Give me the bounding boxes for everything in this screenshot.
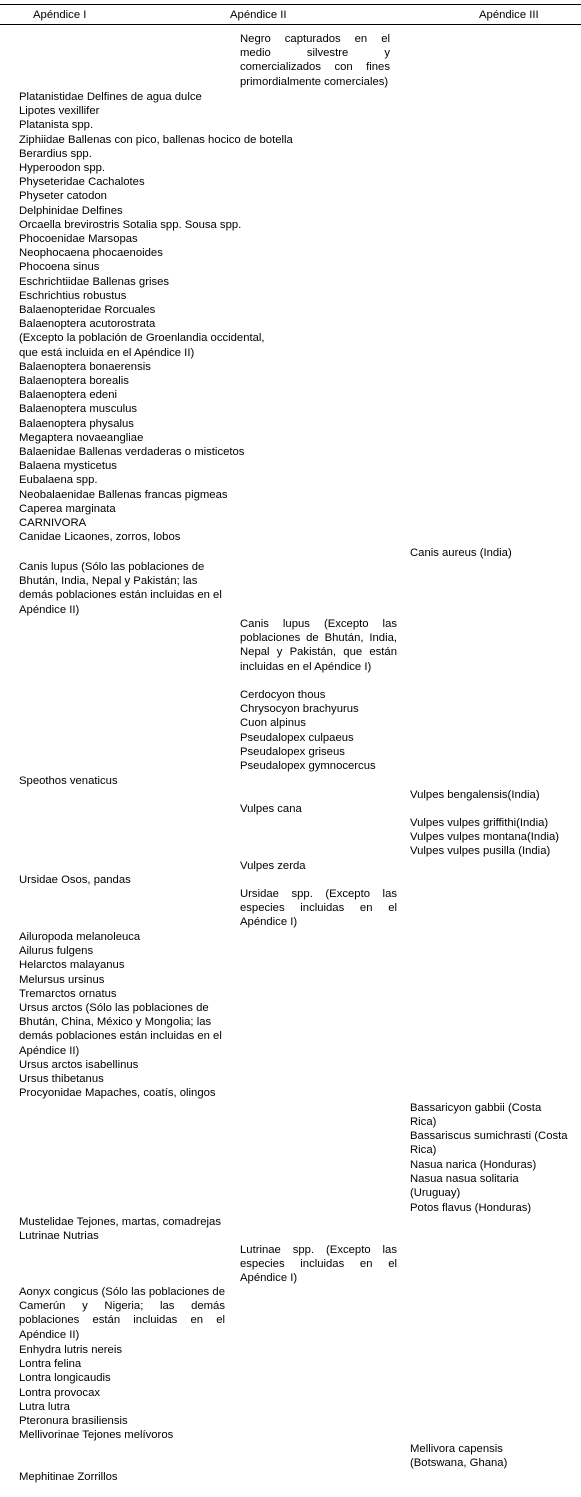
- entry-vulpes-zerda: Vulpes zerda: [240, 860, 306, 872]
- list-item: Nasua narica (Honduras): [410, 1159, 537, 1171]
- list-item: Balaenoptera physalus: [19, 417, 134, 430]
- list-item: Lontra provocax: [19, 1386, 101, 1399]
- list-item: Balaenoptera musculus: [19, 403, 138, 416]
- list-item: Mustelidae Tejones, martas, comadrejas: [19, 1216, 221, 1228]
- header-appendix-2: Apéndice II: [230, 9, 287, 21]
- list-item: Neophocaena phocaenoides: [19, 247, 163, 260]
- list-item: Lipotes vexillifer: [19, 105, 100, 118]
- list-item: Balaenoptera edeni: [19, 389, 117, 402]
- list-item: CARNIVORA: [19, 517, 87, 529]
- list-item: Cerdocyon thous: [240, 689, 326, 701]
- list-item: Enhydra lutris nereis: [19, 1344, 122, 1356]
- entry-lutrinae-spp: Lutrinae spp. (Excepto las especies incluidas en el Apéndice I): [240, 1244, 397, 1285]
- list-item: Ursus arctos isabellinus: [19, 1059, 139, 1071]
- list-item: Neobalaenidae Ballenas francas pigmeas: [19, 488, 228, 501]
- list-item: Vulpes vulpes montana(India): [410, 831, 560, 844]
- table-top-rule: [0, 4, 581, 5]
- list-item: Ursus thibetanus: [19, 1073, 104, 1086]
- list-item: Balaenopteridae Rorcuales: [19, 304, 156, 316]
- entry-speothos-venaticus: Speothos venaticus: [19, 775, 118, 787]
- list-item: Lutra lutra: [19, 1400, 70, 1413]
- entry-aonyx-congicus: Aonyx congicus (Sólo las poblaciones de Camerún y Nigeria; las demás poblaciones están incluidas en el Apéndice II): [19, 1286, 225, 1341]
- list-item: Mellivorinae Tejones melívoros: [19, 1429, 174, 1442]
- list-item: Lontra longicaudis: [19, 1372, 111, 1385]
- list-item: Ailurus fulgens: [19, 945, 94, 958]
- list-item: Hyperoodon spp.: [19, 162, 106, 174]
- list-item: Helarctos malayanus: [19, 959, 125, 972]
- list-item: Procyonidae Mapaches, coatís, olingos: [19, 1087, 216, 1100]
- header-bottom-rule: [0, 24, 581, 25]
- entry-ursus-arctos: Ursus arctos (Sólo las poblaciones de Bhután, China, México y Mongolia; las demás poblaciones están incluidas en el Apéndice II): [19, 1002, 222, 1057]
- list-item: Platanista spp.: [19, 119, 94, 132]
- list-item: Potos flavus (Honduras): [410, 1202, 532, 1214]
- entry-vulpes-cana: Vulpes cana: [240, 803, 302, 815]
- list-item: Pseudalopex griseus: [240, 745, 345, 758]
- list-item: Melursus ursinus: [19, 973, 105, 986]
- list-item: Balaena mysticetus: [19, 460, 117, 473]
- entry-vulpes-bengalensis: Vulpes bengalensis(India): [410, 789, 540, 801]
- list-item: que está incluida en el Apéndice II): [19, 346, 195, 359]
- list-item: Canidae Licaones, zorros, lobos: [19, 531, 181, 544]
- list-item: Lontra felina: [19, 1358, 82, 1371]
- list-item: Vulpes vulpes pusilla (India): [410, 845, 551, 858]
- entry-canis-aureus: Canis aureus (India): [410, 547, 512, 559]
- entry-ursidae-spp: Ursidae spp. (Excepto las especies incluidas en el Apéndice I): [240, 888, 397, 929]
- list-item: Pseudalopex culpaeus: [240, 731, 354, 744]
- list-item: Lutrinae Nutrias: [19, 1230, 99, 1243]
- entry-mellivora-capensis: Mellivora capensis (Botswana, Ghana): [410, 1443, 508, 1470]
- list-item: Pseudalopex gymnocercus: [240, 760, 376, 772]
- list-item: Eschrichtiidae Ballenas grises: [19, 275, 170, 288]
- entry-canis-lupus-app1: Canis lupus (Sólo las poblaciones de Bhután, India, Nepal y Pakistán; las demás poblaciones están incluidas en el Apéndice II): [19, 561, 222, 616]
- list-item: Ziphiidae Ballenas con pico, ballenas hocico de botella: [19, 133, 293, 146]
- header-appendix-1: Apéndice I: [33, 9, 87, 21]
- entry-mephitinae: Mephitinae Zorrillos: [19, 1471, 118, 1483]
- list-item: Balaenoptera acutorostrata: [19, 318, 156, 331]
- entry-canis-lupus-app2: Canis lupus (Excepto las poblaciones de Bhután, India, Nepal y Pakistán, que están incluidas en el Apéndice I): [240, 618, 397, 673]
- list-item: Balaenoptera bonaerensis: [19, 360, 151, 373]
- list-item: Berardius spp.: [19, 147, 92, 160]
- list-item: Nasua nasua solitaria (Uruguay): [410, 1173, 519, 1200]
- list-item: Platanistidae Delfines de agua dulce: [19, 91, 202, 103]
- list-item: Megaptera novaeangliae: [19, 431, 144, 444]
- list-item: Ailuropoda melanoleuca: [19, 931, 141, 943]
- list-item: Physeter catodon: [19, 190, 107, 203]
- list-item: Bassariscus sumichrasti (Costa Rica): [410, 1130, 568, 1157]
- list-item: Caperea marginata: [19, 502, 116, 515]
- list-item: Phocoenidae Marsopas: [19, 233, 138, 245]
- list-item: Balaenidae Ballenas verdaderas o misticetos: [19, 446, 245, 458]
- list-item: Vulpes vulpes griffithi(India): [410, 817, 549, 829]
- list-item: Balaenoptera borealis: [19, 375, 129, 387]
- list-item: Chrysocyon brachyurus: [240, 703, 359, 716]
- list-item: Pteronura brasiliensis: [19, 1415, 128, 1427]
- list-item: Eschrichtius robustus: [19, 289, 127, 302]
- list-item: Cuon alpinus: [240, 717, 306, 730]
- appendix-2-intro-note: Negro capturados en el medio silvestre y comercializados con fines primordialmente comerciales): [240, 33, 390, 88]
- list-item: Orcaella brevirostris Sotalia spp. Sousa spp.: [19, 218, 242, 231]
- entry-ursidae: Ursidae Osos, pandas: [19, 874, 131, 886]
- list-item: (Excepto la población de Groenlandia occidental,: [19, 332, 265, 345]
- list-item: Bassaricyon gabbii (Costa Rica): [410, 1102, 542, 1129]
- list-item: Tremarctos ornatus: [19, 987, 117, 1000]
- header-appendix-3: Apéndice III: [479, 9, 539, 21]
- list-item: Physeteridae Cachalotes: [19, 176, 145, 189]
- list-item: Delphinidae Delfines: [19, 204, 123, 217]
- list-item: Eubalaena spp.: [19, 474, 98, 487]
- list-item: Phocoena sinus: [19, 261, 100, 274]
